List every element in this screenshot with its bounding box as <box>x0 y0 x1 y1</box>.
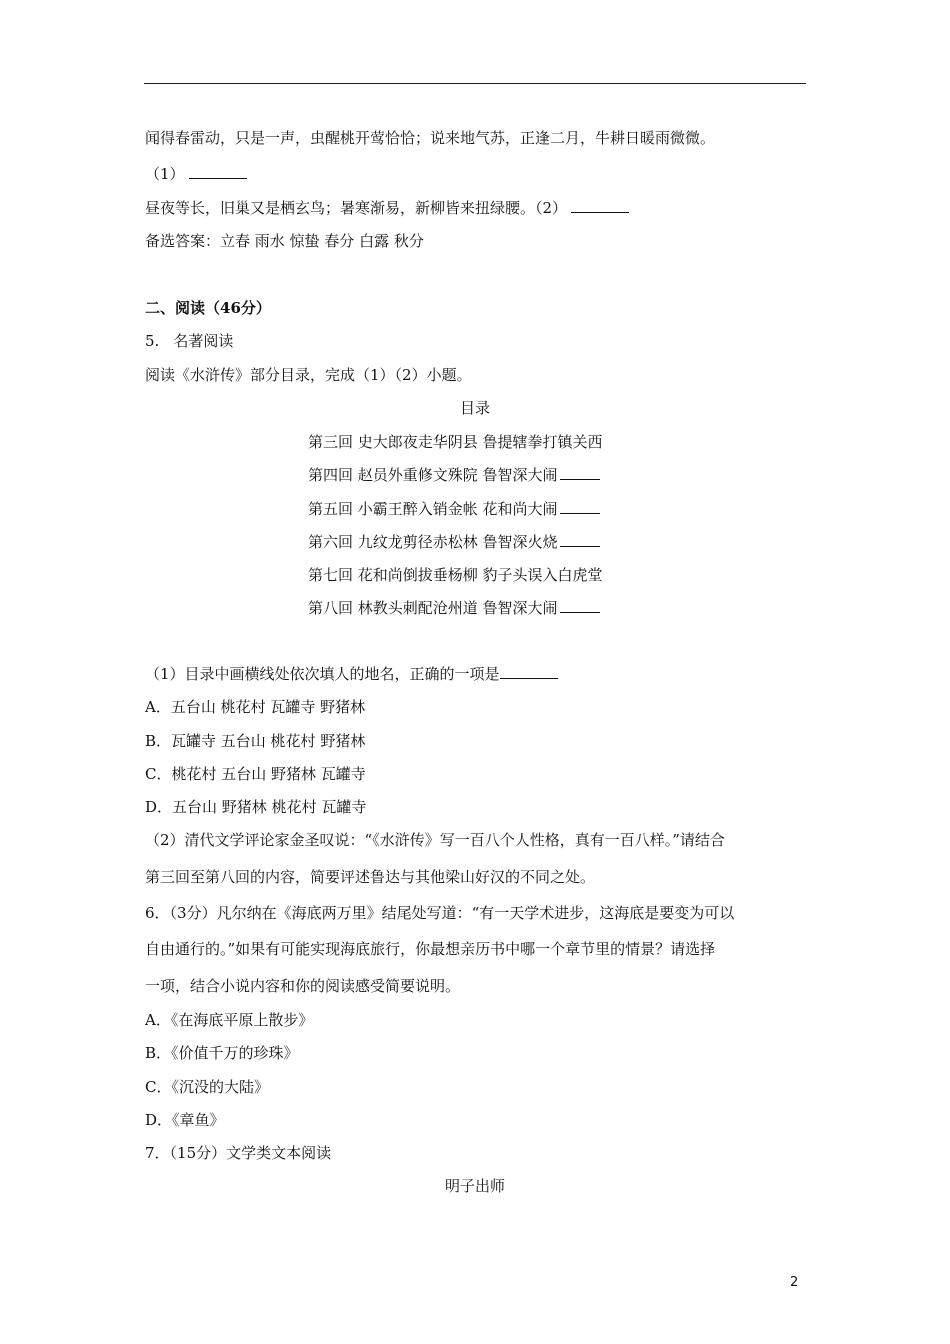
blank-1-label: （1） <box>145 165 185 183</box>
toc-blank[interactable] <box>560 499 600 514</box>
q5-title: 名著阅读 <box>173 332 234 350</box>
toc-blank[interactable] <box>560 465 600 480</box>
toc-row <box>308 598 600 618</box>
q6-line-2: 自由通行的。”如果有可能实现海底旅行，你最想亲历书中哪一个章节里的情景？请选择 <box>145 940 716 958</box>
toc-row-text: 第七回 花和尚倒拔垂杨柳 豹子头误入白虎堂 <box>308 566 603 584</box>
answer-blank-1[interactable] <box>189 164 247 179</box>
toc-title: 目录 <box>459 399 490 417</box>
toc-row <box>308 432 603 452</box>
page-number: 2 <box>790 1275 799 1290</box>
q5-sub2-line-2: 第三回至第八回的内容，简要评述鲁达与其他梁山好汉的不同之处。 <box>145 868 596 886</box>
toc-row-text: 第八回 林教头刺配沧州道 鲁智深大闹 <box>308 599 558 617</box>
toc-row <box>308 465 600 485</box>
q7-line: 7．（15分）文学类文本阅读 <box>145 1144 332 1162</box>
header-rule <box>144 83 806 84</box>
answer-blank-sub1[interactable] <box>500 664 558 679</box>
q6-option-a: A．《在海底平原上散步》 <box>145 1011 314 1029</box>
toc-row-text: 第三回 史大郎夜走华阴县 鲁提辖拳打镇关西 <box>308 433 603 451</box>
q6-line-3: 一项，结合小说内容和你的阅读感受简要说明。 <box>145 977 461 995</box>
poem-line-1: 闻得春雷动，只是一声，虫醒桃开莺恰恰；说来地气苏，正逢二月，牛耕日暖雨微微。 <box>145 129 716 147</box>
q5-intro: 阅读《水浒传》部分目录，完成（1）（2）小题。 <box>145 366 472 384</box>
toc-row-text: 第四回 赵员外重修文殊院 鲁智深大闹 <box>308 466 558 484</box>
sub1-option-c: C．桃花村 五台山 野猪林 瓦罐寺 <box>145 765 366 783</box>
q5-sub1 <box>145 664 558 684</box>
answer-blank-2[interactable] <box>571 198 629 213</box>
q6-option-d: D．《章鱼》 <box>145 1111 225 1129</box>
poem-line-2 <box>145 198 629 218</box>
q5-sub1-text: （1）目录中画横线处依次填人的地名，正确的一项是 <box>145 665 500 683</box>
q5-sub2-line-1: （2）清代文学评论家金圣叹说：“《水浒传》写一百八个人性格，真有一百八样。”请结合 <box>145 831 725 849</box>
sub1-option-a: A．五台山 桃花村 瓦罐寺 野猪林 <box>145 698 366 716</box>
q5-number: 5. <box>145 332 160 350</box>
toc-row <box>308 499 600 519</box>
q6-option-b: B．《价值千万的珍珠》 <box>145 1044 299 1062</box>
toc-row-text: 第五回 小霸王醉入销金帐 花和尚大闹 <box>308 500 558 518</box>
article-title: 明子出师 <box>444 1177 505 1195</box>
toc-row-text: 第六回 九纹龙剪径赤松林 鲁智深火烧 <box>308 533 558 551</box>
toc-blank[interactable] <box>560 532 600 547</box>
poem-line-2-text: 昼夜等长，旧巢又是栖玄鸟；暑寒渐易，新柳皆来扭绿腰。（2） <box>145 199 568 217</box>
toc-row <box>308 565 603 585</box>
poem-options: 备选答案：立春 雨水 惊蛰 春分 白露 秋分 <box>145 232 424 250</box>
sub1-option-d: D．五台山 野猪林 桃花村 瓦罐寺 <box>145 798 367 816</box>
q6-option-c: C．《沉没的大陆》 <box>145 1078 269 1096</box>
toc-blank[interactable] <box>560 598 600 613</box>
q5-heading <box>145 331 233 351</box>
sub1-option-b: B．瓦罐寺 五台山 桃花村 野猪林 <box>145 732 366 750</box>
section-title: 二、阅读（46分） <box>145 299 271 317</box>
poem-blank-1 <box>145 164 247 184</box>
toc-row <box>308 532 600 552</box>
q6-line-1: 6．（3分）凡尔纳在《海底两万里》结尾处写道：“有一天学术进步，这海底是要变为可以 <box>145 904 735 922</box>
